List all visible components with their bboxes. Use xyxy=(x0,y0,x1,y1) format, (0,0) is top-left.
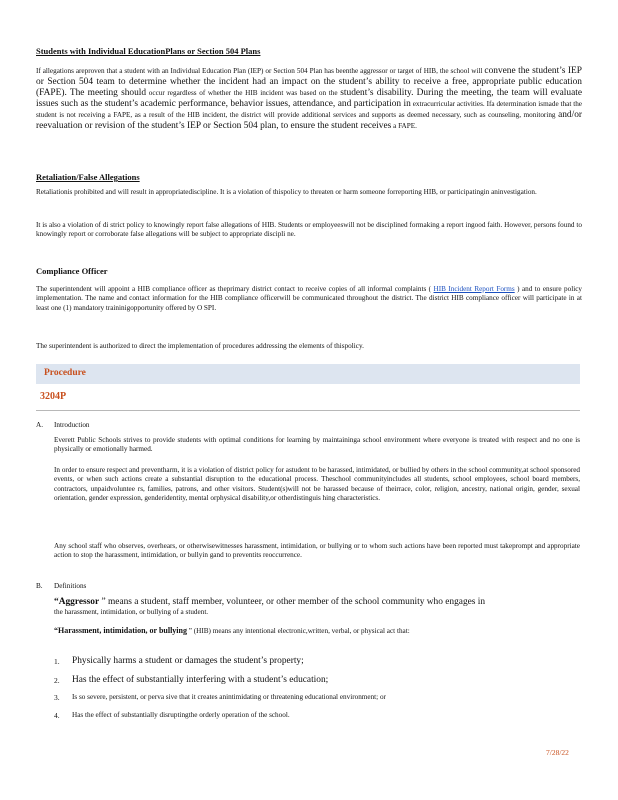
aggressor-definition-b: the harassment, intimidation, or bullying of a student. xyxy=(54,608,209,616)
aggressor-definition-a: ” means a student, staff member, volunteer, or other member of the school community who engages in xyxy=(99,597,486,607)
intro-text-3: Any school staff who observes, overhears, or otherwisewitnesses harassment, intimidation, or bullying or to whom such actions have been reported must takeprompt and appropriate action to stop the harassment, intimidation, or bullyin gand to preventits reoccurrence. xyxy=(54,542,580,560)
aggressor-term: “Aggressor xyxy=(54,597,100,607)
heading-retaliation: Retaliation/False Allegations xyxy=(36,172,140,182)
procedure-code: 3204P xyxy=(40,391,67,402)
heading-iep-504: Students with Individual EducationPlans or Section 504 Plans xyxy=(36,46,261,56)
iep-text-c: occur regardless of whether the HIB incident was based on the xyxy=(148,89,341,97)
compliance-text-b: ) and to ensure policy implementation. The name and contact information for the HIB compliance officerwill be communicated throughout the district. The district HIB compliance officer will participate in at least one (1) mandatory traininigopportunity offered by O SPI. xyxy=(36,285,582,312)
list-item: Physically harms a student or damages the student’s property; xyxy=(72,656,304,666)
definition-hib xyxy=(54,626,580,636)
divider xyxy=(36,410,580,411)
section-b-title: Definitions xyxy=(54,582,87,590)
list-number: 3. xyxy=(54,693,60,702)
list-item: Has the effect of substantially interfering with a student’s education; xyxy=(72,675,329,685)
intro-paragraph-1 xyxy=(54,436,580,455)
footer-date: 7/28/22 xyxy=(546,748,569,757)
superintendent-text: The superintendent is authorized to direct the implementation of procedures addressing the elements of thispolicy. xyxy=(36,342,364,350)
hib-term: “Harassment, intimidation, or bullying xyxy=(54,626,187,635)
hib-incident-report-forms-link[interactable]: HIB Incident Report Forms xyxy=(433,285,515,293)
section-b-letter: B. xyxy=(36,582,43,590)
procedure-band xyxy=(36,364,580,384)
iep-text-a: If allegations areproven that a student with an Individual Education Plan (IEP) or Section 504 Plan has beenthe aggressor or target of HIB, the school will xyxy=(36,67,485,75)
procedure-label: Procedure xyxy=(44,368,86,378)
list-number: 4. xyxy=(54,711,60,720)
paragraph-compliance xyxy=(36,285,582,313)
list-item: Is so severe, persistent, or perva sive that it creates anintimidating or threatening educational environment; or xyxy=(72,693,386,701)
intro-paragraph-3 xyxy=(54,542,580,561)
iep-text-d: student’s disability. During the meeting, the team will evaluate issues such as the student’s academic performance, behavior issues, attendance, and participation in xyxy=(36,88,583,109)
list-number: 1. xyxy=(54,657,60,666)
paragraph-iep-504 xyxy=(36,66,582,132)
iep-text-e: extracurricular activities. Ifa determination ismade that the student is not receiving a FAPE, as a result of the HIB incident, the district will provide additional services and supports as deemed necessary, such as counseling, monitoring xyxy=(36,100,582,119)
paragraph-superintendent xyxy=(36,342,582,351)
false-allegations-text: It is also a violation of di strict policy to knowingly report false allegations of HIB. Students or employeeswill not be disciplined formaking a report ingood faith. However, persons found to knowingly report or corroborate false allegations will be subject to appropriate discipli ne. xyxy=(36,221,582,239)
intro-paragraph-2 xyxy=(54,466,580,503)
intro-text-1: Everett Public Schools strives to provide students with optimal conditions for learning by maintaininga school environment where everyone is treated with respect and no one is physically or emotionally harmed. xyxy=(54,436,580,454)
paragraph-retaliation xyxy=(36,188,582,197)
iep-text-g: a FAPE. xyxy=(391,122,417,130)
section-a-title: Introduction xyxy=(54,421,90,429)
retaliation-text: Retaliationis prohibited and will result in appropriatediscipline. It is a violation of thispolicy to threaten or harm someone forreporting HIB, or participatingin aninvestigation. xyxy=(36,188,537,196)
paragraph-false-allegations xyxy=(36,221,582,240)
intro-text-2: In order to ensure respect and preventharm, it is a violation of district policy for astudent to be harassed, intimidated, or bullied by others in the school community,at school sponsored events, or when such actions create a substantial disruption to the educational process. Theschool communityincludes all students, school employees, school board members, contractors, unpaidvoluntee rs, families, patrons, and other visitors. Student(s)will not be harassed because of theirrace, color, religion, ancestry, national origin, gender, sexual orientation, gender expression, genderidentity, mental orphysical disability,or otherdistinguis hing characteristics. xyxy=(54,466,580,502)
compliance-text-a: The superintendent will appoint a HIB compliance officer as theprimary district contact to receive copies of all informal complaints ( xyxy=(36,285,434,293)
section-a-letter: A. xyxy=(36,421,43,429)
list-number: 2. xyxy=(54,676,60,685)
iep-text-f: and/or reevaluation or revision of the student’s IEP or Section 504 plan, to ensure the student receives xyxy=(36,110,583,131)
definition-aggressor xyxy=(54,597,580,617)
heading-compliance-officer: Compliance Officer xyxy=(36,266,108,276)
hib-definition: ” (HIB) means any intentional electronic,written, verbal, or physical act that: xyxy=(186,627,410,635)
iep-text-b: convene the student’s IEP or Section 504 team to determine whether the incident had an impact on the student’s ability to receive a free, appropriate public education (FAPE). The meeting should xyxy=(36,66,582,98)
list-item: Has the effect of substantially disruptingthe orderly operation of the school. xyxy=(72,711,290,719)
